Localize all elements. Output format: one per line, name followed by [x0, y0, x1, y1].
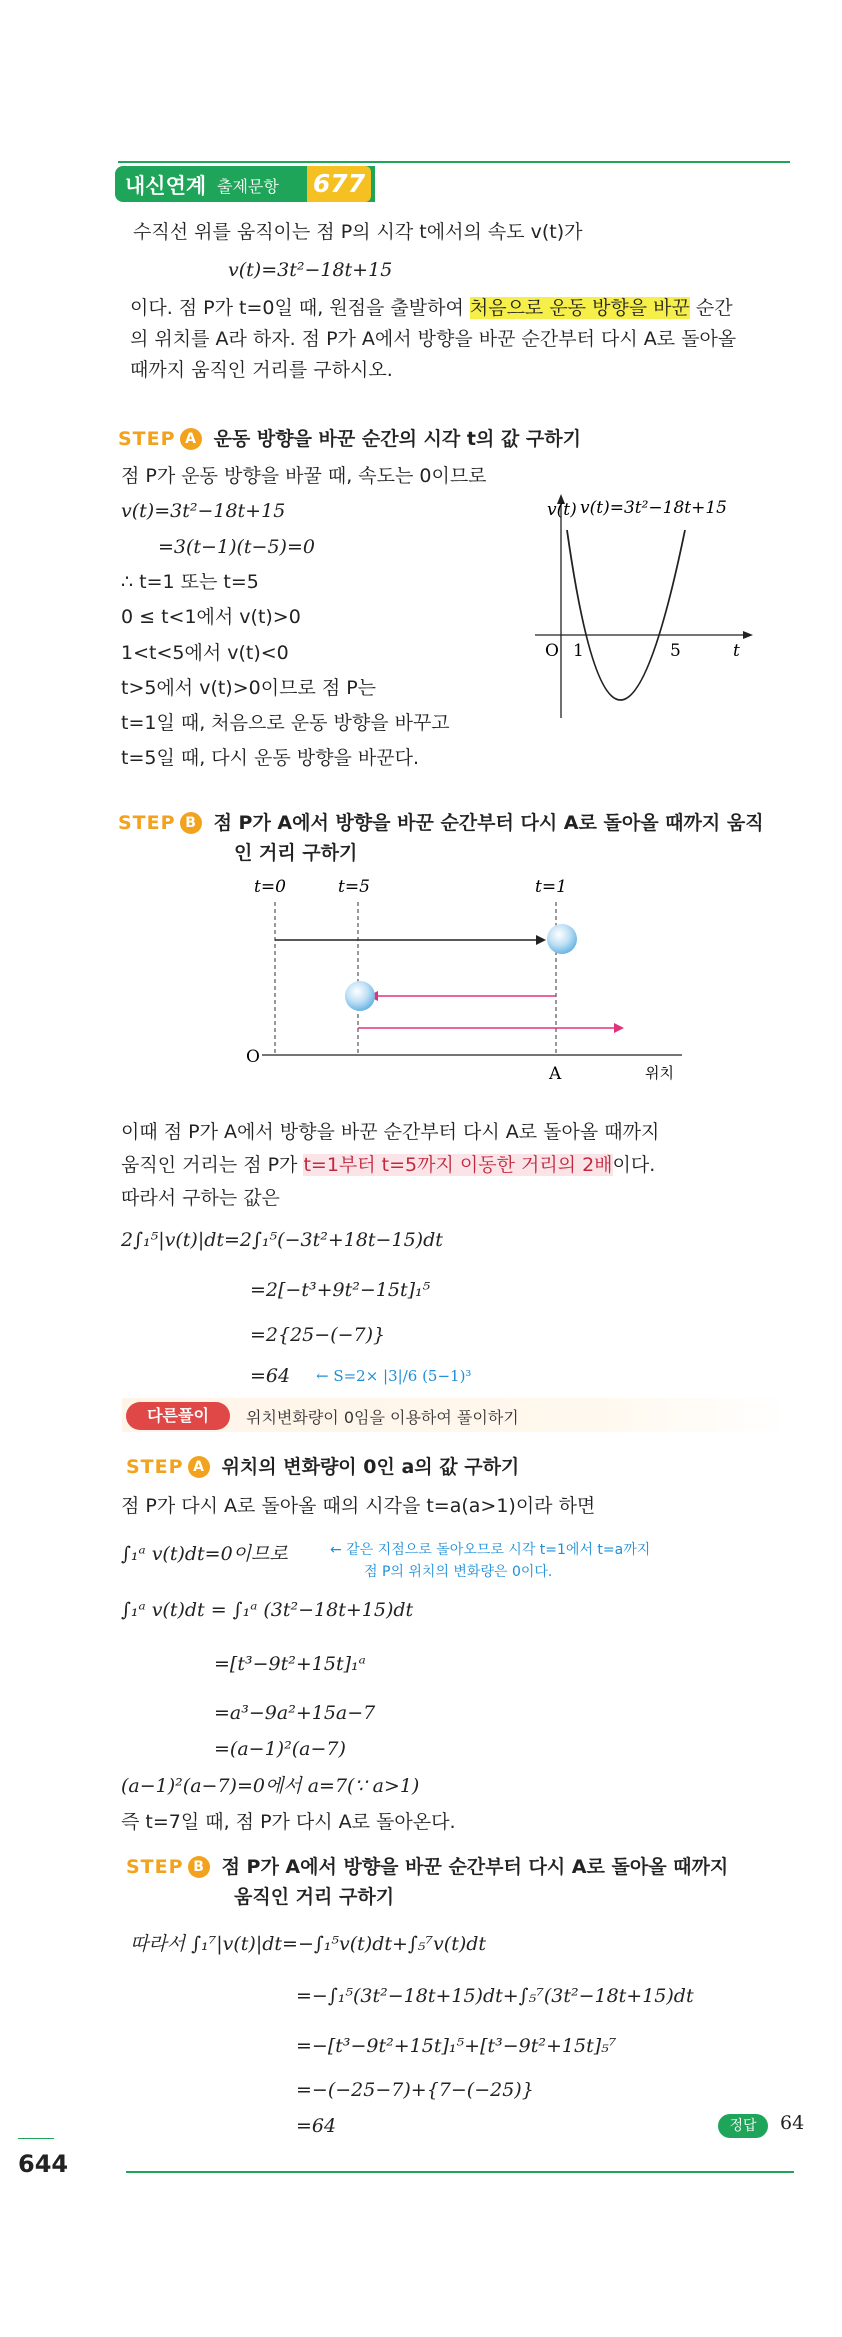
step-a2-line-5: =a³−9a²+15a−7 — [214, 1702, 376, 1724]
calc-line-1: 2∫₁⁵|v(t)|dt=2∫₁⁵(−3t²+18t−15)dt — [121, 1229, 443, 1251]
step-a-line-3: =3(t−1)(t−5)=0 — [158, 536, 315, 558]
step-title-1: 점 P가 A에서 방향을 바꾼 순간부터 다시 A로 돌아올 때까지 — [221, 1856, 729, 1878]
step-label: STEP — [126, 1456, 184, 1478]
step-title: 운동 방향을 바꾼 순간의 시각 t의 값 구하기 — [213, 428, 581, 450]
motion-point-a: A — [549, 1064, 562, 1084]
step-a-line-7: t>5에서 v(t)>0이므로 점 P는 — [121, 677, 377, 699]
step-a2-line-6: =(a−1)²(a−7) — [214, 1738, 346, 1760]
step-letter: A — [188, 1456, 210, 1478]
problem-line-3-pre: 이다. 점 P가 t=0일 때, 원점을 출발하여 — [130, 297, 470, 319]
point-ball-t1 — [547, 924, 577, 954]
area-formula-note: ← S=2× |3|/6 (5−1)³ — [316, 1367, 472, 1385]
step-b2-line-3: =−[t³−9t²+15t]₁⁵+[t³−9t²+15t]₅⁷ — [296, 2035, 617, 2057]
graph-origin: O — [545, 641, 559, 661]
step-letter: B — [180, 812, 202, 834]
step-label: STEP — [118, 812, 176, 834]
page-number: 644 — [18, 2150, 69, 2178]
step-a2-note-2: 점 P의 위치의 변화량은 0이다. — [364, 1564, 553, 1580]
step-label: STEP — [118, 428, 176, 450]
step-letter: B — [188, 1856, 210, 1878]
forward-arrow-head — [536, 935, 546, 945]
step-b-heading — [118, 808, 764, 835]
motion-diagram — [240, 872, 700, 1087]
step-a-line-5: 0 ≤ t<1에서 v(t)>0 — [121, 606, 301, 628]
motion-origin: O — [246, 1047, 260, 1067]
step-b2-line-2: =−∫₁⁵(3t²−18t+15)dt+∫₅⁷(3t²−18t+15)dt — [296, 1985, 694, 2007]
page-number-rule — [18, 2138, 54, 2139]
explain-line-2-post: 이다. — [612, 1154, 656, 1176]
problem-line-5: 때까지 움직인 거리를 구하시오. — [130, 359, 393, 381]
problem-line-3-post: 순간 — [689, 297, 733, 319]
problem-line-4: 의 위치를 A라 하자. 점 P가 A에서 방향을 바꾼 순간부터 다시 A로 돌아올 — [130, 328, 737, 350]
problem-number: 677 — [307, 166, 371, 202]
answer-value: 64 — [780, 2112, 805, 2134]
step-a-line-2: v(t)=3t²−18t+15 — [121, 500, 286, 522]
header-rule — [118, 161, 790, 163]
graph-x-label: t — [733, 641, 740, 661]
alt-solution-desc: 위치변화량이 0임을 이용하여 풀이하기 — [246, 1408, 519, 1427]
step-b2-heading — [126, 1852, 728, 1879]
motion-label-t0: t=0 — [254, 877, 286, 897]
footer-rule — [126, 2171, 794, 2173]
step-a2-note-1: ← 같은 지점으로 돌아오므로 시각 t=1에서 t=a까지 — [330, 1542, 651, 1558]
step-b2-line-4: =−(−25−7)+{7−(−25)} — [296, 2079, 534, 2101]
motion-label-t1: t=1 — [535, 877, 567, 897]
step-a2-line-3: ∫₁ᵃ v(t)dt = ∫₁ᵃ (3t²−18t+15)dt — [121, 1599, 414, 1621]
graph-tick-1: 1 — [573, 641, 584, 661]
explain-line-2-pre: 움직인 거리는 점 P가 — [121, 1154, 304, 1176]
calc-line-4: =64 — [250, 1365, 291, 1387]
graph-x-arrow — [743, 631, 753, 639]
step-a-heading — [118, 424, 581, 451]
badge-title: 내신연계 — [125, 174, 207, 198]
motion-label-t5: t=5 — [338, 877, 370, 897]
step-a2-line-7: (a−1)²(a−7)=0에서 a=7(∵ a>1) — [121, 1775, 420, 1797]
explain-line-2 — [121, 1151, 655, 1179]
step-b2-line-1: 따라서 ∫₁⁷|v(t)|dt=−∫₁⁵v(t)dt+∫₅⁷v(t)dt — [130, 1933, 487, 1955]
step-a-line-9: t=5일 때, 다시 운동 방향을 바꾼다. — [121, 747, 419, 769]
answer-badge: 정답 — [718, 2114, 768, 2138]
step-a2-line-1: 점 P가 다시 A로 돌아올 때의 시각을 t=a(a>1)이라 하면 — [121, 1495, 596, 1517]
step-a-line-1: 점 P가 운동 방향을 바꿀 때, 속도는 0이므로 — [121, 465, 487, 487]
step-a2-line-8: 즉 t=7일 때, 점 P가 다시 A로 돌아온다. — [121, 1811, 456, 1833]
explain-highlight: t=1부터 t=5까지 이동한 거리의 2배 — [303, 1154, 613, 1176]
problem-line-1: 수직선 위를 움직이는 점 P의 시각 t에서의 속도 v(t)가 — [133, 221, 583, 243]
velocity-graph — [515, 490, 775, 730]
problem-line-3 — [130, 294, 733, 322]
step-a2-line-2: ∫₁ᵃ v(t)dt=0이므로 — [121, 1543, 288, 1565]
step-letter: A — [180, 428, 202, 450]
step-title: 위치의 변화량이 0인 a의 값 구하기 — [221, 1456, 520, 1478]
back-arrow-head — [614, 1023, 624, 1033]
step-title-1: 점 P가 A에서 방향을 바꾼 순간부터 다시 A로 돌아올 때까지 움직 — [213, 812, 764, 834]
problem-formula: v(t)=3t²−18t+15 — [228, 259, 393, 281]
step-a2-heading — [126, 1452, 519, 1479]
step-a-line-8: t=1일 때, 처음으로 운동 방향을 바꾸고 — [121, 712, 450, 734]
calc-line-2: =2[−t³+9t²−15t]₁⁵ — [250, 1279, 431, 1301]
explain-line-3: 따라서 구하는 값은 — [121, 1187, 280, 1209]
explain-line-1: 이때 점 P가 A에서 방향을 바꾼 순간부터 다시 A로 돌아올 때까지 — [121, 1121, 660, 1143]
alt-solution-badge: 다른풀이 — [126, 1402, 230, 1430]
step-a-line-4: ∴ t=1 또는 t=5 — [121, 571, 259, 593]
motion-axis-label: 위치 — [645, 1064, 674, 1082]
calc-line-3: =2{25−(−7)} — [250, 1324, 386, 1346]
graph-y-label: v(t) — [547, 500, 577, 520]
graph-tick-5: 5 — [670, 641, 681, 661]
step-b2-title-2: 움직인 거리 구하기 — [234, 1886, 395, 1908]
step-a2-line-4: =[t³−9t²+15t]₁ᵃ — [214, 1653, 366, 1675]
step-b-title-2: 인 거리 구하기 — [234, 842, 358, 864]
step-a-line-6: 1<t<5에서 v(t)<0 — [121, 642, 289, 664]
step-b2-line-5: =64 — [296, 2115, 337, 2137]
step-label: STEP — [126, 1856, 184, 1878]
velocity-curve — [567, 530, 685, 700]
problem-highlight: 처음으로 운동 방향을 바꾼 — [469, 297, 690, 319]
point-ball-t5 — [345, 981, 375, 1011]
graph-formula: v(t)=3t²−18t+15 — [580, 498, 727, 518]
badge-subtitle: 출제문항 — [217, 177, 279, 196]
